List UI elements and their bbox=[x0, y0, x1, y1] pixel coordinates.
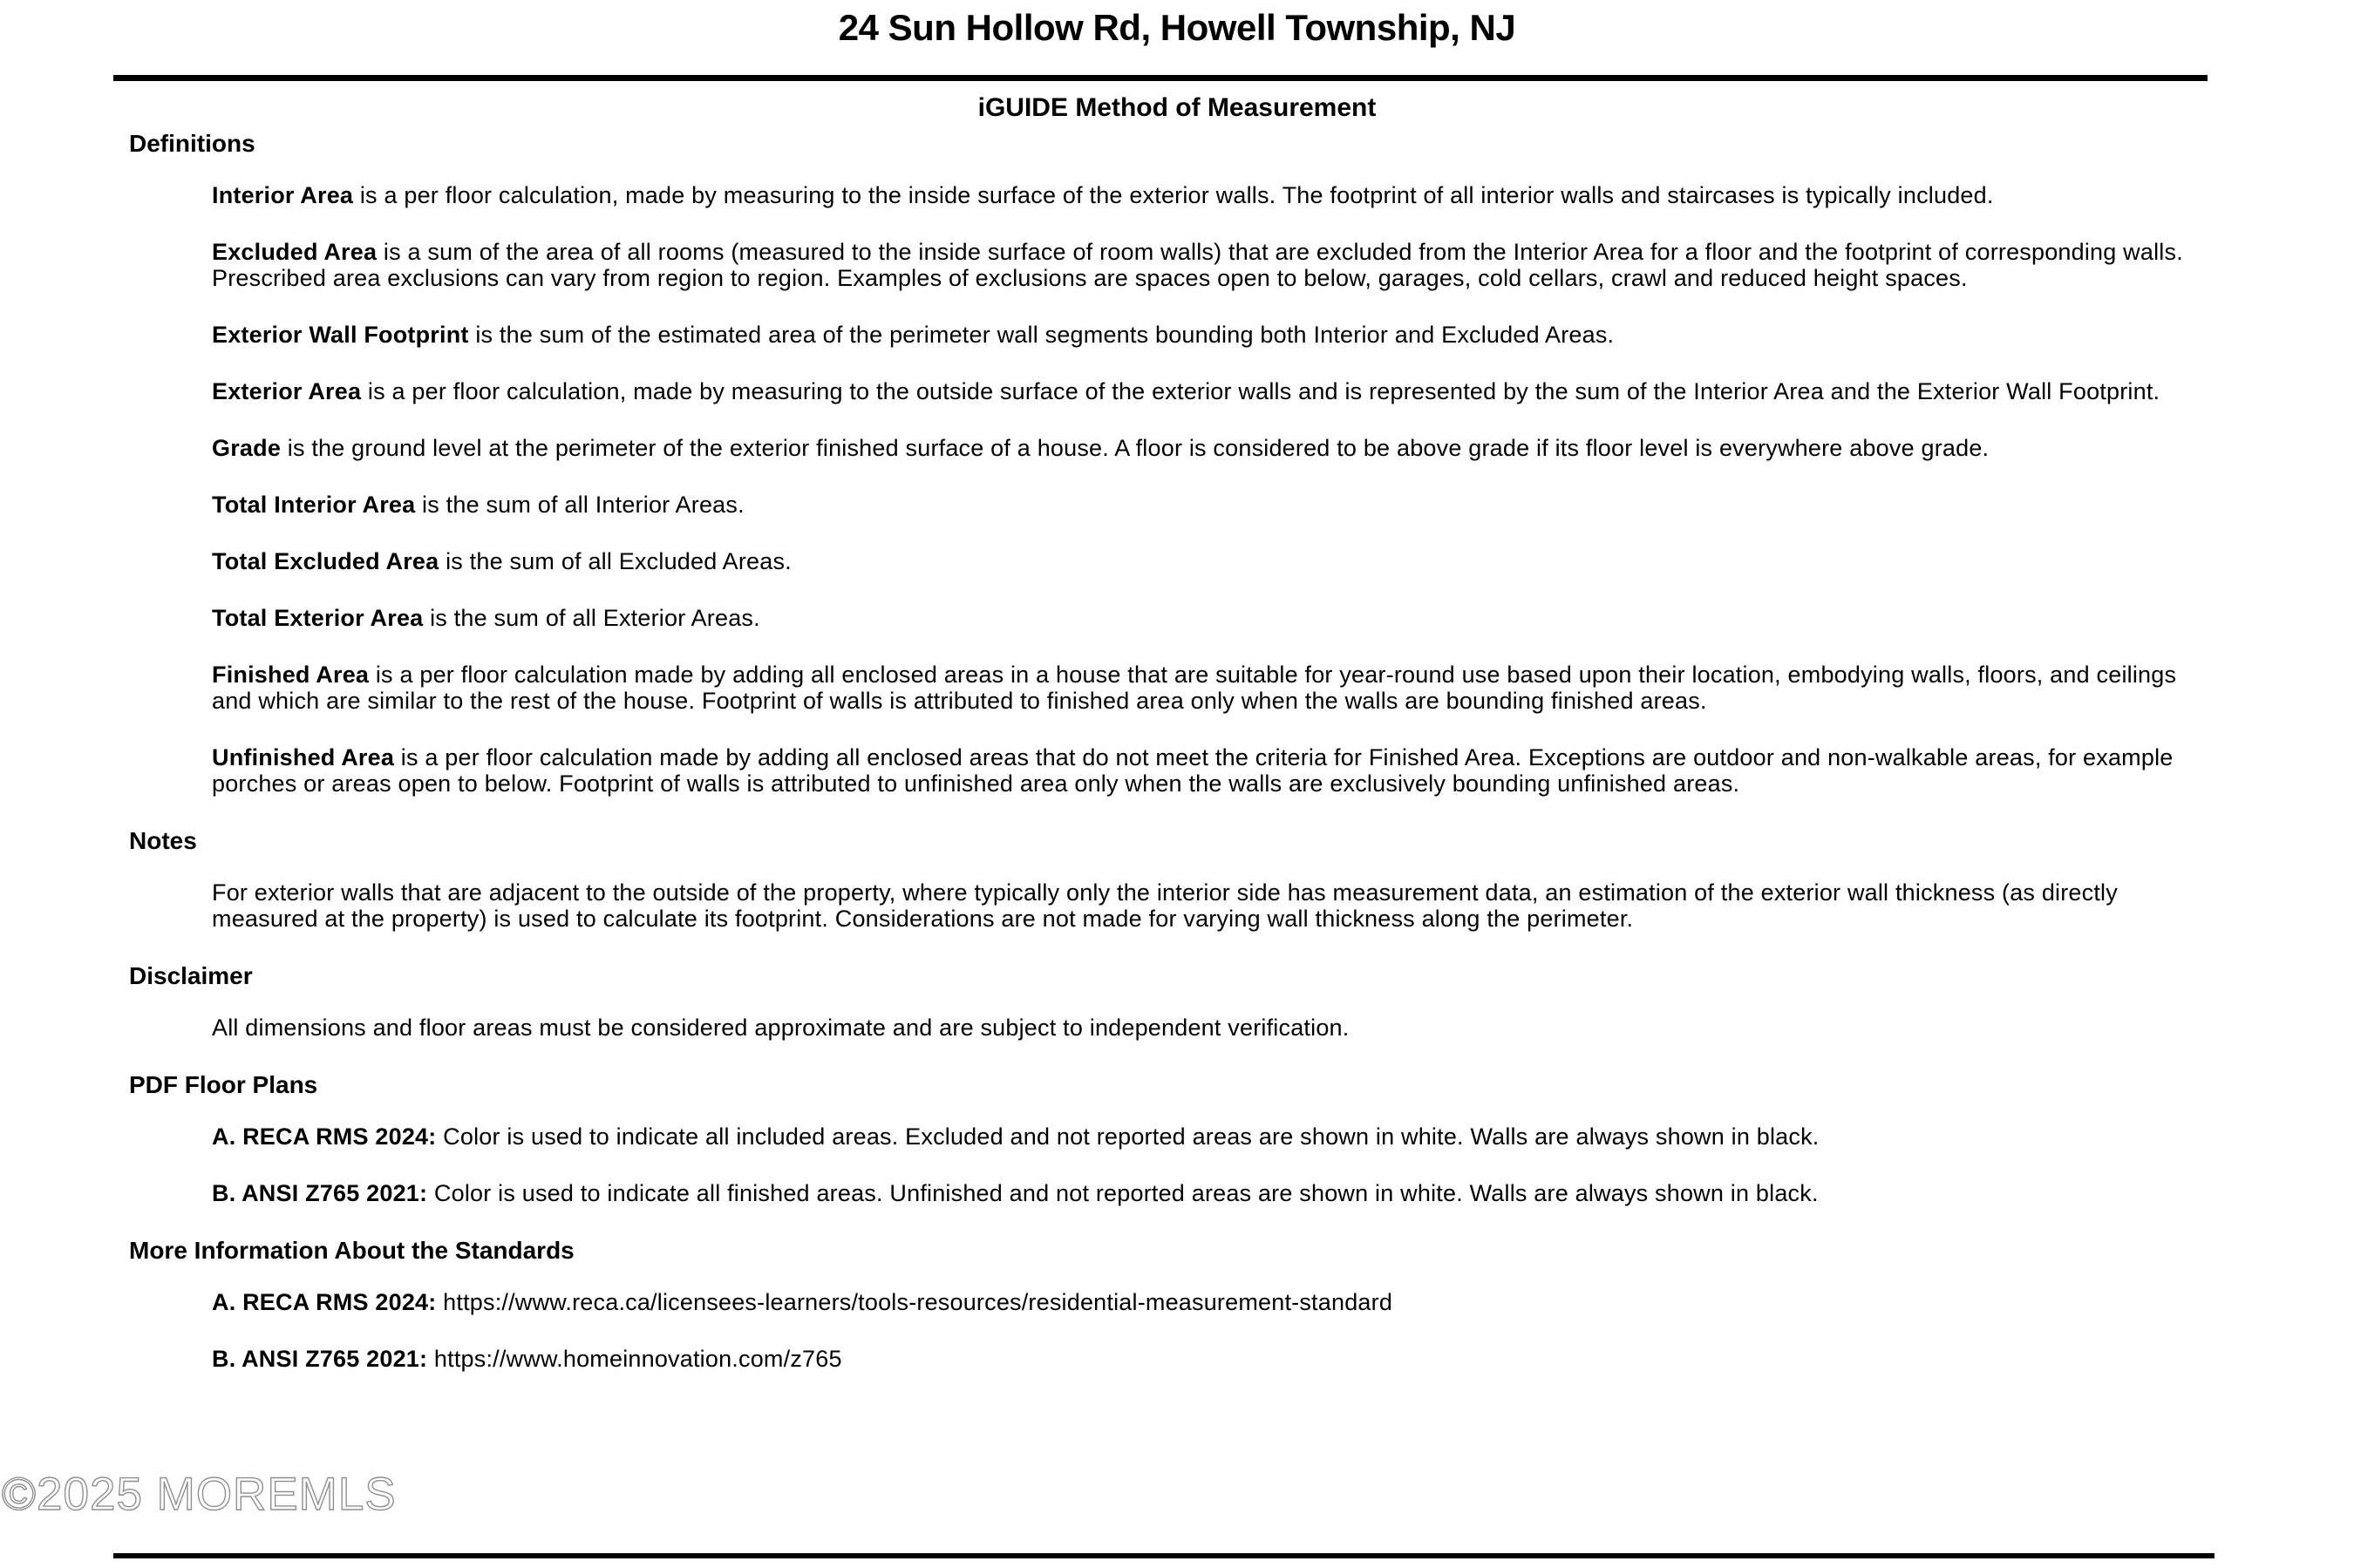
definition-interior-area bbox=[212, 182, 2215, 208]
reca-standard-link[interactable]: https://www.reca.ca/licensees-learners/tools-resources/residential-measurement-standard bbox=[443, 1289, 1393, 1315]
standard-label: A. RECA RMS 2024: bbox=[212, 1289, 437, 1315]
definition-text: is a per floor calculation made by adding all enclosed areas that do not meet the criteria for Finished Area. Exceptions are outdoor and non-walkable areas, for example porches or areas open to below. Footprint of walls is attributed to unfinished area only when the walls are exclusively bounding unfinished areas. bbox=[212, 744, 2174, 797]
standard-description: Color is used to indicate all finished areas. Unfinished and not reported areas are shown in white. Walls are always shown in black. bbox=[433, 1180, 1819, 1206]
definition-term: Grade bbox=[212, 435, 282, 461]
definition-text: is the sum of all Interior Areas. bbox=[422, 492, 745, 518]
definition-grade bbox=[212, 435, 2215, 461]
definition-text: is the ground level at the perimeter of the exterior finished surface of a house. A floor is considered to be above grade if its floor level is everywhere above grade. bbox=[287, 435, 1990, 461]
definition-unfinished-area bbox=[212, 744, 2215, 797]
mls-copyright-watermark: ©2025 MOREMLS bbox=[2, 1469, 397, 1520]
definition-term: Total Interior Area bbox=[212, 492, 416, 518]
definition-text: is the sum of all Excluded Areas. bbox=[446, 548, 792, 574]
standard-label: B. ANSI Z765 2021: bbox=[212, 1180, 428, 1206]
definition-text: is a sum of the area of all rooms (measured to the inside surface of room walls) that are excluded from the Interior Area for a floor and the footprint of corresponding walls. Prescribed area exclusions can vary from region to region. Examples of exclusions are spaces open to below, garages, cold cellars, crawl and reduced height spaces. bbox=[212, 239, 2183, 291]
definition-term: Total Exterior Area bbox=[212, 605, 424, 631]
definition-term: Total Excluded Area bbox=[212, 548, 439, 574]
definition-exterior-wall-footprint bbox=[212, 322, 2215, 348]
more-info-reca-item bbox=[212, 1289, 2215, 1315]
definition-text: is a per floor calculation, made by measuring to the inside surface of the exterior walls. The footprint of all interior walls and staircases is typically included. bbox=[359, 182, 1994, 208]
disclaimer-text: All dimensions and floor areas must be considered approximate and are subject to independent verification. bbox=[212, 1015, 1350, 1041]
section-heading-pdf-floor-plans: PDF Floor Plans bbox=[129, 1071, 318, 1098]
standard-description: Color is used to indicate all included areas. Excluded and not reported areas are shown in white. Walls are always shown in black. bbox=[443, 1123, 1820, 1150]
standard-label: B. ANSI Z765 2021: bbox=[212, 1346, 428, 1372]
disclaimer-paragraph bbox=[212, 1015, 2215, 1041]
definition-text: is the sum of all Exterior Areas. bbox=[430, 605, 760, 631]
pdf-plan-ansi-item bbox=[212, 1180, 2215, 1206]
definition-term: Exterior Wall Footprint bbox=[212, 322, 469, 348]
definition-excluded-area bbox=[212, 239, 2215, 291]
bottom-divider bbox=[113, 1553, 2215, 1558]
definition-text: is the sum of the estimated area of the perimeter wall segments bounding both Interior and Excluded Areas. bbox=[475, 322, 1615, 348]
ansi-standard-link[interactable]: https://www.homeinnovation.com/z765 bbox=[433, 1346, 842, 1372]
definition-term: Finished Area bbox=[212, 662, 370, 688]
page-title: 24 Sun Hollow Rd, Howell Township, NJ bbox=[838, 7, 1516, 48]
section-heading-definitions: Definitions bbox=[129, 130, 255, 157]
method-subtitle: iGUIDE Method of Measurement bbox=[977, 93, 1377, 122]
definition-term: Excluded Area bbox=[212, 239, 378, 265]
notes-text: For exterior walls that are adjacent to the outside of the property, where typically only the interior side has measurement data, an estimation of the exterior wall thickness (as directly measured at the property) is used to calculate its footprint. Considerations are not made for varying wall thickness along the perimeter. bbox=[212, 879, 2118, 932]
definition-term: Exterior Area bbox=[212, 378, 362, 404]
pdf-plan-reca-item bbox=[212, 1123, 2215, 1150]
section-heading-notes: Notes bbox=[129, 827, 197, 854]
definition-total-interior-area bbox=[212, 492, 2215, 518]
section-heading-more-information: More Information About the Standards bbox=[129, 1237, 575, 1264]
definition-text: is a per floor calculation, made by measuring to the outside surface of the exterior walls and is represented by the sum of the Interior Area and the Exterior Wall Footprint. bbox=[367, 378, 2160, 404]
definition-total-excluded-area bbox=[212, 548, 2215, 574]
definition-text: is a per floor calculation made by adding all enclosed areas in a house that are suitable for year-round use based upon their location, embodying walls, floors, and ceilings and which are similar to the rest of the house. Footprint of walls is attributed to finished area only when the walls are bounding finished areas. bbox=[212, 662, 2177, 714]
section-heading-disclaimer: Disclaimer bbox=[129, 962, 253, 989]
definition-term: Interior Area bbox=[212, 182, 354, 208]
standard-label: A. RECA RMS 2024: bbox=[212, 1123, 437, 1150]
more-info-ansi-item bbox=[212, 1346, 2215, 1372]
definition-finished-area bbox=[212, 662, 2215, 714]
top-divider bbox=[113, 75, 2208, 81]
definition-exterior-area bbox=[212, 378, 2215, 404]
definition-term: Unfinished Area bbox=[212, 744, 395, 770]
definition-total-exterior-area bbox=[212, 605, 2215, 631]
notes-paragraph bbox=[212, 879, 2215, 932]
